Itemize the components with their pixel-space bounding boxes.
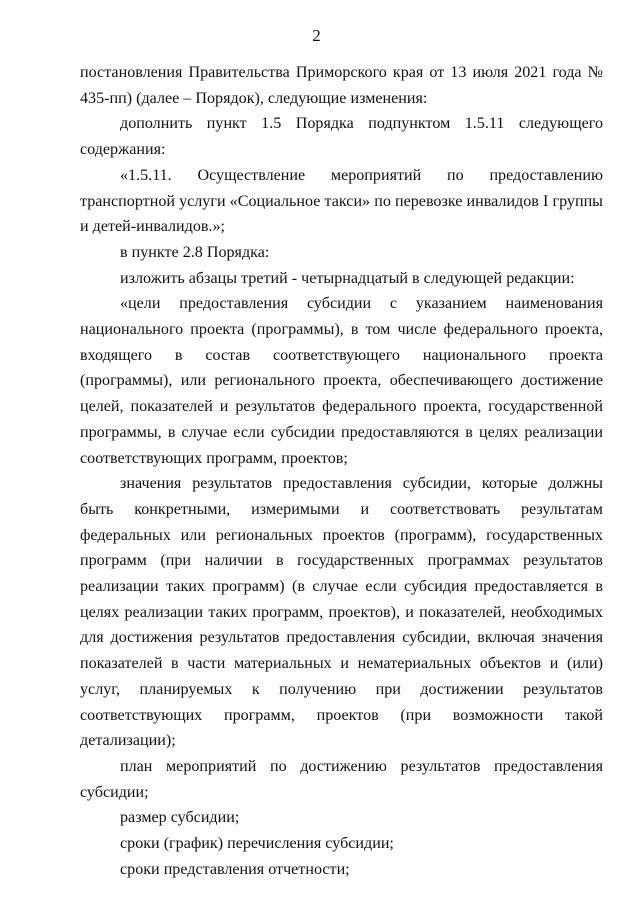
paragraph-reporting-deadlines: сроки представления отчетности; xyxy=(120,860,350,878)
paragraph-action-plan: план мероприятий по достижению результатов предоставления субсидии; xyxy=(80,757,603,801)
paragraph-subsidy-goals: «цели предоставления субсидии с указанием наименования национального проекта (программы), в том числе федерального проекта, входящего в состав соответствующего национального проекта (программы), или регионального проекта, обеспечивающего достижение целей, показателей и результатов федерального проекта, государственной программы, в случае если субсидии предоставляются в целях реализации соответствующих программ, проектов; xyxy=(80,295,603,467)
paragraph-subsidy-amount: размер субсидии; xyxy=(120,809,240,827)
document-body xyxy=(80,60,603,883)
paragraph-subclause-1-5-11: «1.5.11. Осуществление мероприятий по предоставлению транспортной услуги «Социальное такси» по перевозке инвалидов I группы и детей-инвалидов.»; xyxy=(80,166,603,236)
paragraph-amend-clause-1-5: дополнить пункт 1.5 Порядка подпунктом 1.5.11 следующего содержания: xyxy=(80,115,603,159)
paragraph-decree-reference: постановления Правительства Приморского края от 13 июля 2021 года № 435-пп) (далее – Порядок), следующие изменения: xyxy=(80,64,603,107)
paragraph-transfer-schedule: сроки (график) перечисления субсидии; xyxy=(120,835,394,853)
paragraph-subsidy-results: значения результатов предоставления субсидии, которые должны быть конкретными, измеримыми и соответствовать результатам федеральных или региональных проектов (программ), государственных программ (при наличии в государственных программах результатов реализации таких программ) (в случае если субсидия предоставляется в целях реализации таких программ, проектов), и показателей, необходимых для достижения результатов предоставления субсидии, включая значения показателей в части материальных и нематериальных объектов и (или) услуг, планируемых к получению при достижении результатов соответствующих программ, проектов (при возможности такой детализации); xyxy=(80,475,603,750)
page-number: 2 xyxy=(312,26,321,45)
paragraph-restate-sections: изложить абзацы третий - четырнадцатый в следующей редакции: xyxy=(120,269,575,287)
paragraph-clause-2-8: в пункте 2.8 Порядка: xyxy=(120,243,270,261)
